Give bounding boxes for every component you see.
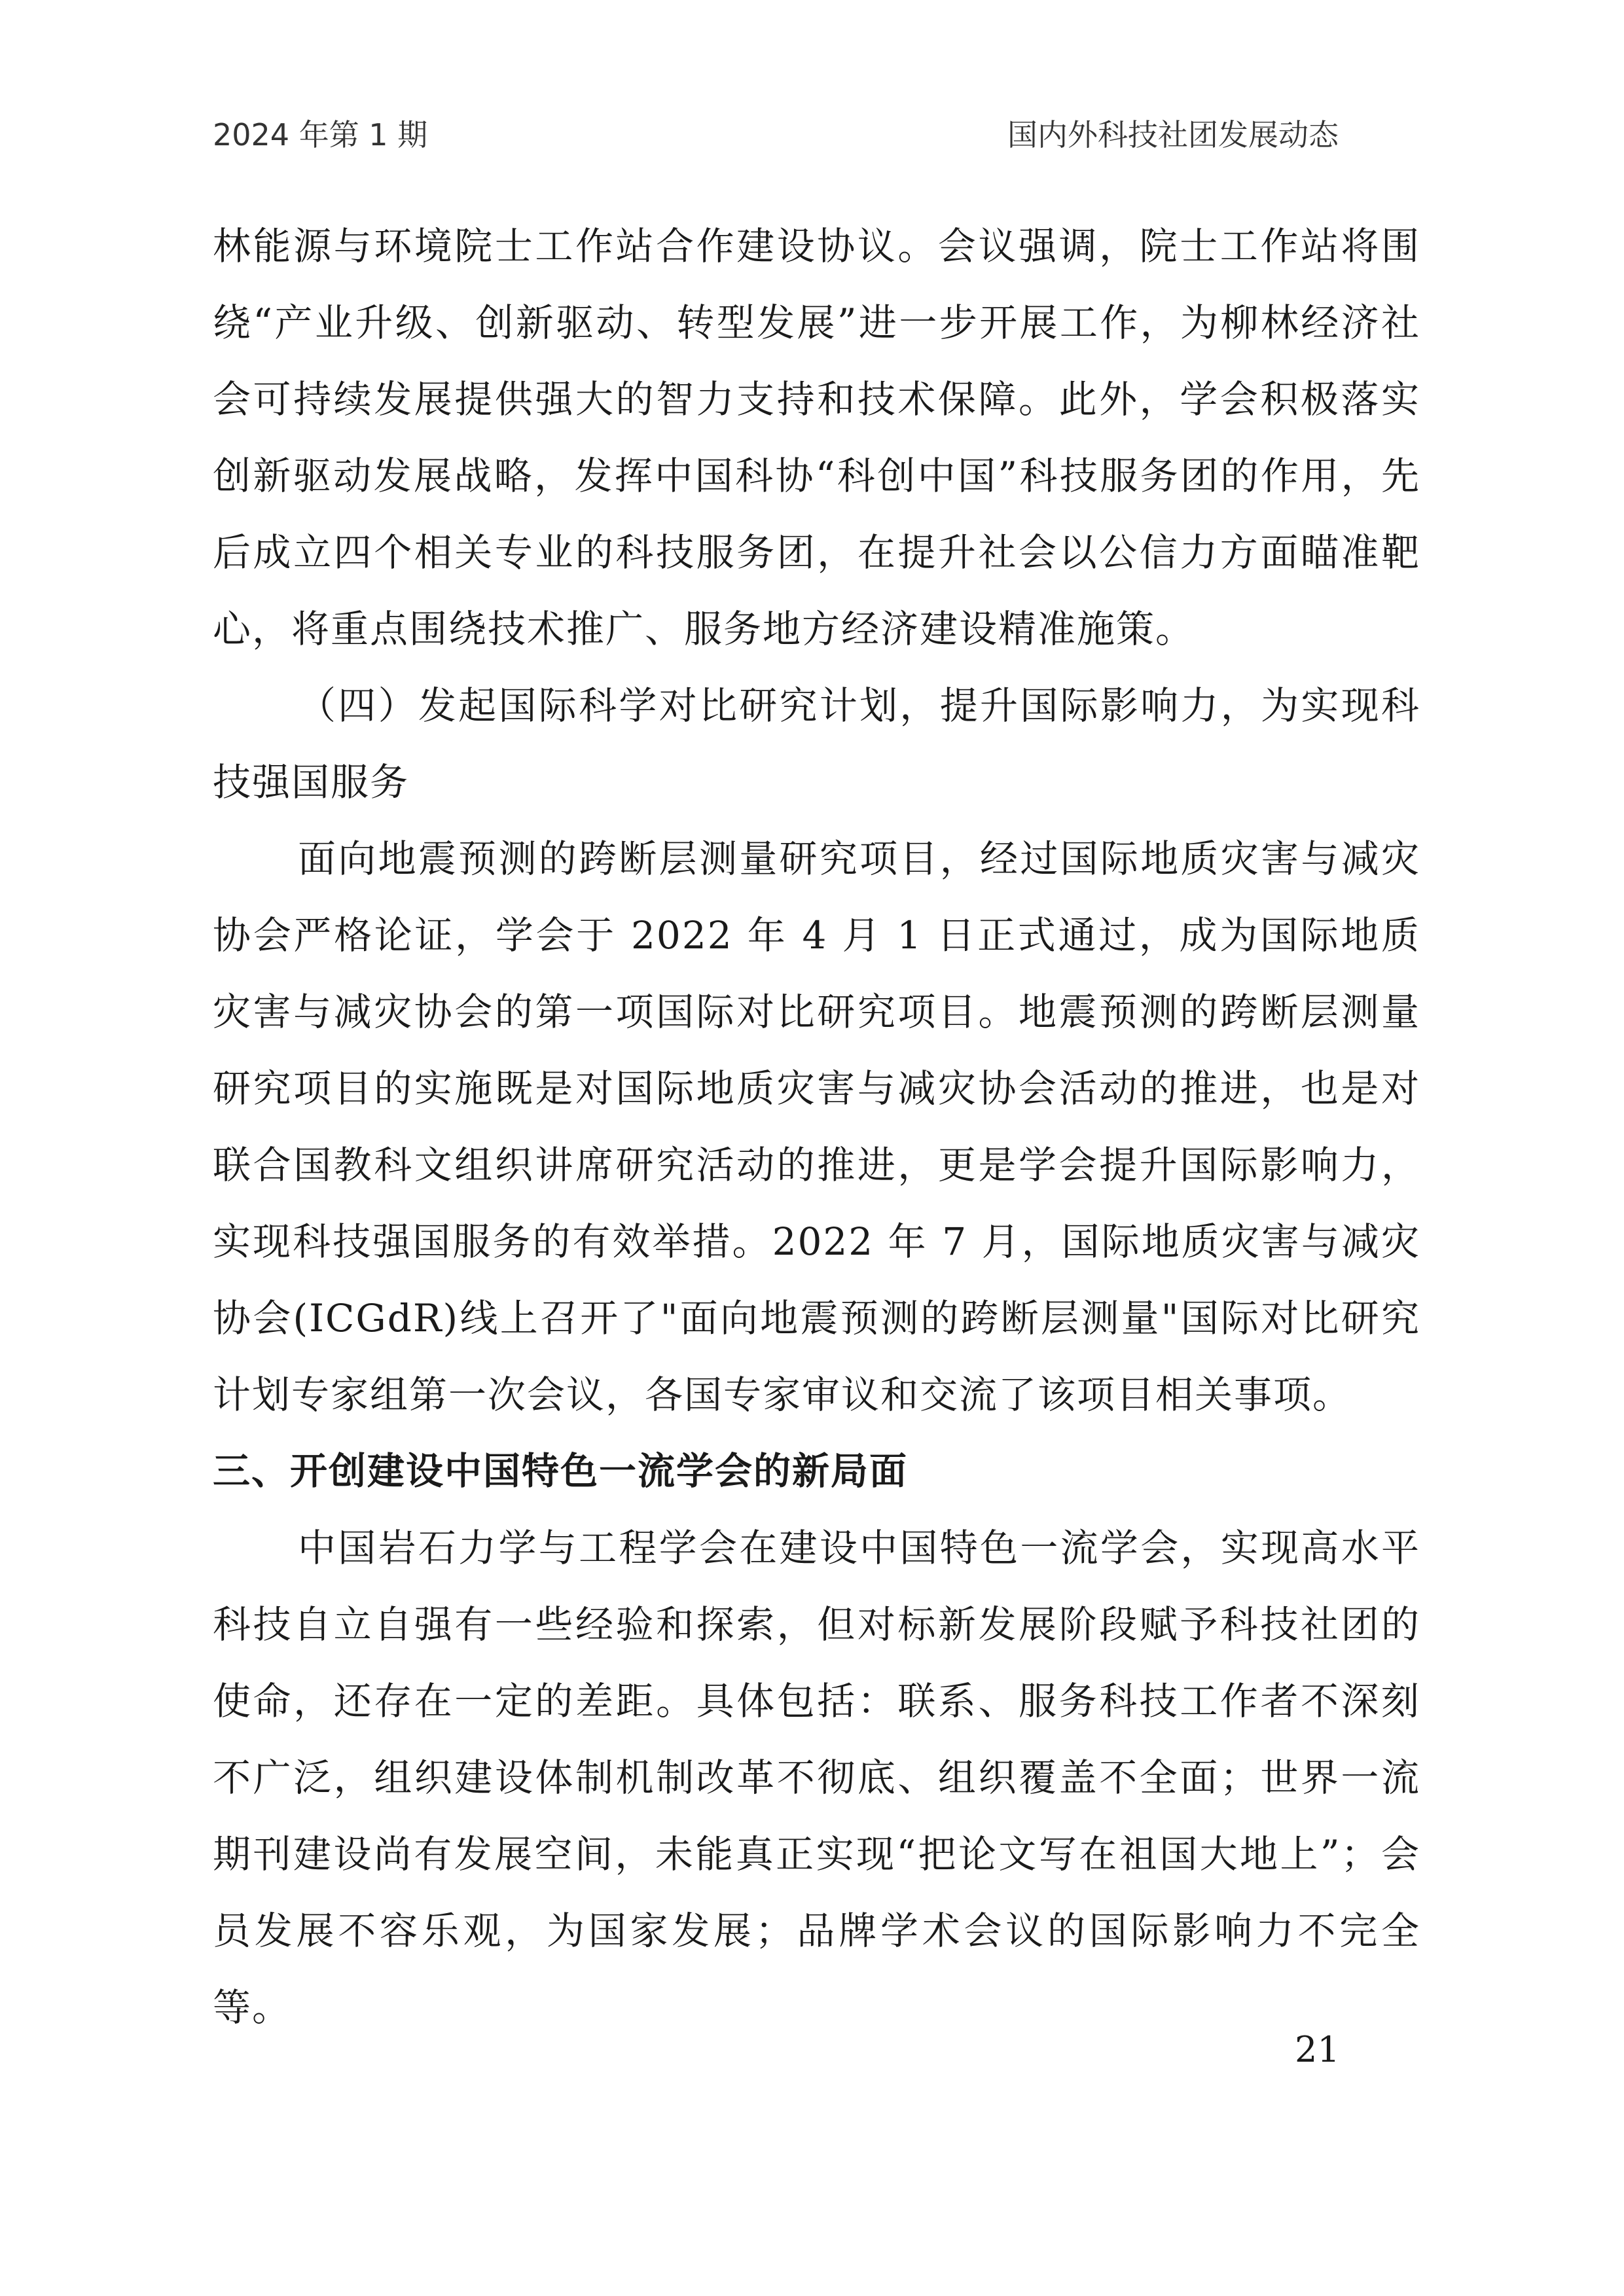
paragraph-cross-fault-project: 面向地震预测的跨断层测量研究项目，经过国际地质灾害与减灾协会严格论证，学会于 2022 年 4 月 1 日正式通过，成为国际地质灾害与减灾协会的第一项国际对比研究项目。地震预测的跨断层测量研究项目的实施既是对国际地质灾害与减灾协会活动的推进，也是对联合国教科文组织讲席研究活动的推进，更是学会提升国际影响力，实现科技强国服务的有效举措。2022 年 7 月，国际地质灾害与减灾协会(ICGdR)线上召开了"面向地震预测的跨断层测量"国际对比研究计划专家组第一次会议，各国专家审议和交流了该项目相关事项。: [213, 836, 1420, 1417]
page-number: 21: [1295, 2029, 1340, 2070]
paragraph-continuation: 林能源与环境院士工作站合作建设协议。会议强调，院士工作站将围绕“产业升级、创新驱动、转型发展”进一步开展工作，为柳林经济社会可持续发展提供强大的智力支持和技术保障。此外，学会积极落实创新驱动发展战略，发挥中国科协“科创中国”科技服务团的作用，先后成立四个相关专业的科技服务团，在提升社会以公信力方面瞄准靶心，将重点围绕技术推广、服务地方经济建设精准施策。: [213, 224, 1420, 651]
section-heading-three: 三、开创建设中国特色一流学会的新局面: [213, 1450, 908, 1493]
journal-title: 国内外科技社团发展动态: [1007, 117, 1339, 152]
page-header: [213, 111, 1339, 157]
issue-label: 2024 年第 1 期: [213, 117, 428, 152]
subheading-four: （四）发起国际科学对比研究计划，提升国际影响力，为实现科技强国服务: [213, 683, 1420, 804]
article-body: [213, 208, 1420, 2046]
paragraph-first-class-society: 中国岩石力学与工程学会在建设中国特色一流学会，实现高水平科技自立自强有一些经验和探索，但对标新发展阶段赋予科技社团的使命，还存在一定的差距。具体包括：联系、服务科技工作者不深刻不广泛，组织建设体制机制改革不彻底、组织覆盖不全面；世界一流期刊建设尚有发展空间，未能真正实现“把论文写在祖国大地上”；会员发展不容乐观，为国家发展；品牌学术会议的国际影响力不完全等。: [213, 1526, 1420, 2030]
